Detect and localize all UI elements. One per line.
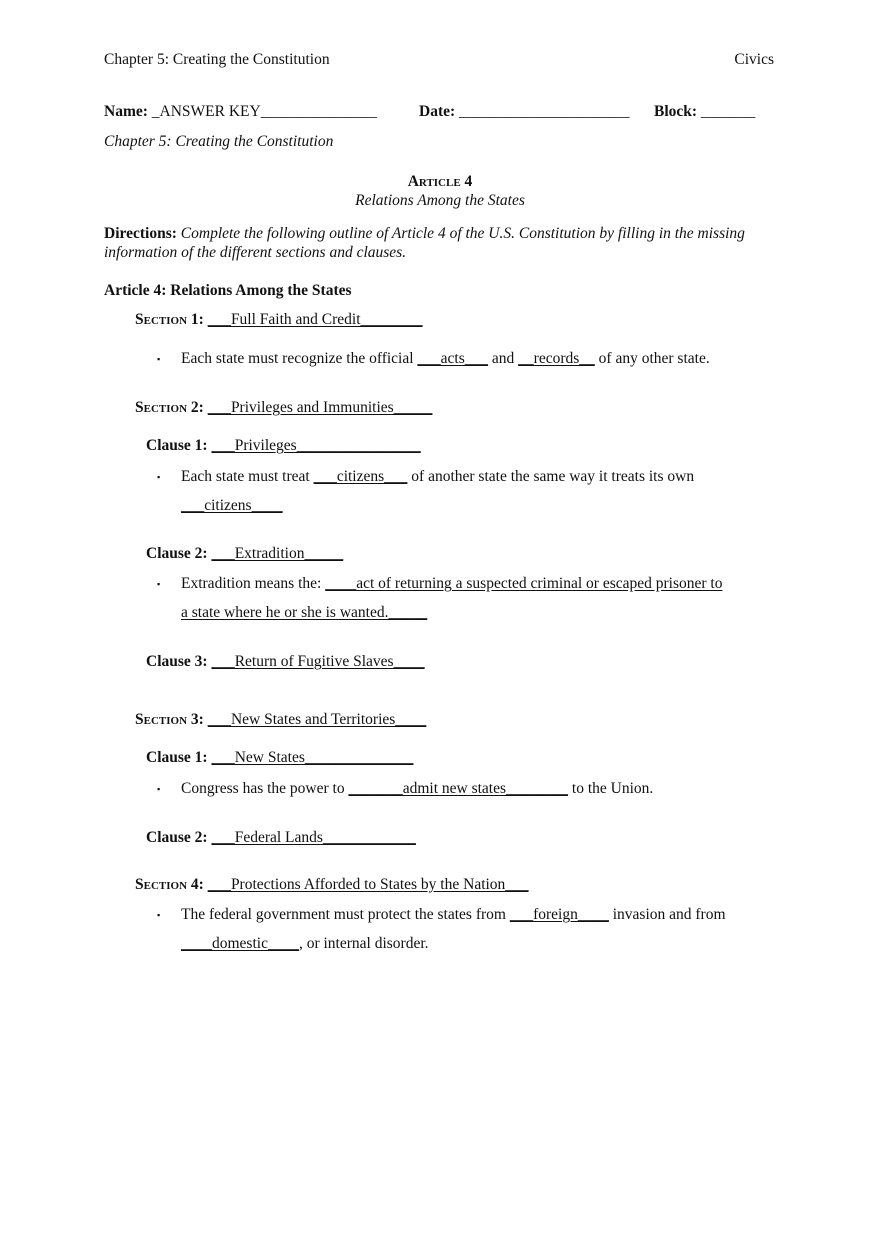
answer-citizens-2: ___citizens____ [181,497,283,514]
section-2-clause-1-bullet [181,468,694,486]
date-label: Date: [419,103,456,120]
name-line [104,103,377,121]
clause-title: ___Federal Lands____________ [211,829,416,846]
clause-title: ___Extradition_____ [211,545,344,562]
outline-title: Article 4: Relations Among the States [104,282,352,299]
answer-domestic: ____domestic____ [181,935,299,952]
directions-line-2: information of the different sections and clauses. [104,244,407,261]
section-1-title: ___Full Faith and Credit________ [207,311,423,328]
section-3-clause-1-bullet [181,780,653,798]
bullet-icon: ▪ [157,579,161,589]
clause-title: ___Privileges________________ [211,437,421,454]
section-2-label: Section 2: [135,399,204,416]
directions-text: Complete the following outline of Article 4 of the U.S. Constitution by filling in the missing [180,225,745,242]
section-3-heading [135,711,426,729]
directions-line-1 [104,225,745,243]
section-1-bullet [181,350,710,368]
section-4-heading [135,876,529,894]
text: Extradition means the: [181,575,326,592]
bullet-icon: ▪ [157,472,161,482]
clause-label: Clause 1: [146,749,208,766]
answer-acts: ___acts___ [417,350,489,367]
clause-title: ___Return of Fugitive Slaves____ [211,653,425,670]
text: invasion and from [608,906,726,923]
name-value: _ANSWER KEY_______________ [151,103,377,120]
clause-label: Clause 1: [146,437,208,454]
answer-admit-new-states: _______admit new states________ [348,780,569,797]
section-4-label: Section 4: [135,876,204,893]
running-header-right: Civics [734,51,774,68]
section-3-clause-2-heading [146,829,416,847]
clause-label: Clause 3: [146,653,208,670]
answer-citizens: ___citizens___ [313,468,408,485]
text: Congress has the power to [181,780,349,797]
text: The federal government must protect the states from [181,906,510,923]
section-1-label: Section 1: [135,311,204,328]
directions-label: Directions: [104,225,177,242]
block-line [654,103,755,121]
section-4-bullet [181,906,726,924]
block-value: _______ [700,103,756,120]
section-1-heading [135,311,423,329]
clause-label: Clause 2: [146,545,208,562]
section-2-clause-2-bullet [181,575,722,593]
section-2-title: ___Privileges and Immunities_____ [207,399,433,416]
answer-foreign: ___foreign____ [509,906,609,923]
text: Each state must recognize the official [181,350,418,367]
clause-title: ___New States______________ [211,749,414,766]
block-label: Block: [654,103,698,120]
section-2-clause-2-heading [146,545,343,563]
running-header-left: Chapter 5: Creating the Constitution [104,51,330,68]
section-3-label: Section 3: [135,711,204,728]
text: to the Union. [568,780,654,797]
section-3-title: ___New States and Territories____ [207,711,427,728]
text: of any other state. [594,350,710,367]
text: of another state the same way it treats its own [407,468,695,485]
text: and [488,350,519,367]
section-2-heading [135,399,432,417]
chapter-subtitle: Chapter 5: Creating the Constitution [104,133,334,150]
bullet-icon: ▪ [157,354,161,364]
section-2-clause-3-heading [146,653,425,671]
section-4-bullet-line-2 [181,935,429,953]
date-value: ______________________ [459,103,630,120]
clause-label: Clause 2: [146,829,208,846]
article-title: Article 4 [407,173,473,190]
section-4-title: ___Protections Afforded to States by the Nation___ [207,876,529,893]
text: , or internal disorder. [298,935,429,952]
answer-extradition-definition: ____act of returning a suspected criminal or escaped prisoner to [325,575,723,592]
text: Each state must treat [181,468,314,485]
answer-records: __records__ [518,350,595,367]
section-3-clause-1-heading [146,749,413,767]
date-line [419,103,630,121]
bullet-icon: ▪ [157,910,161,920]
answer-extradition-definition-2: a state where he or she is wanted._____ [181,604,428,621]
name-label: Name: [104,103,148,120]
article-subtitle: Relations Among the States [355,192,525,209]
section-2-clause-1-heading [146,437,421,455]
bullet-icon: ▪ [157,784,161,794]
